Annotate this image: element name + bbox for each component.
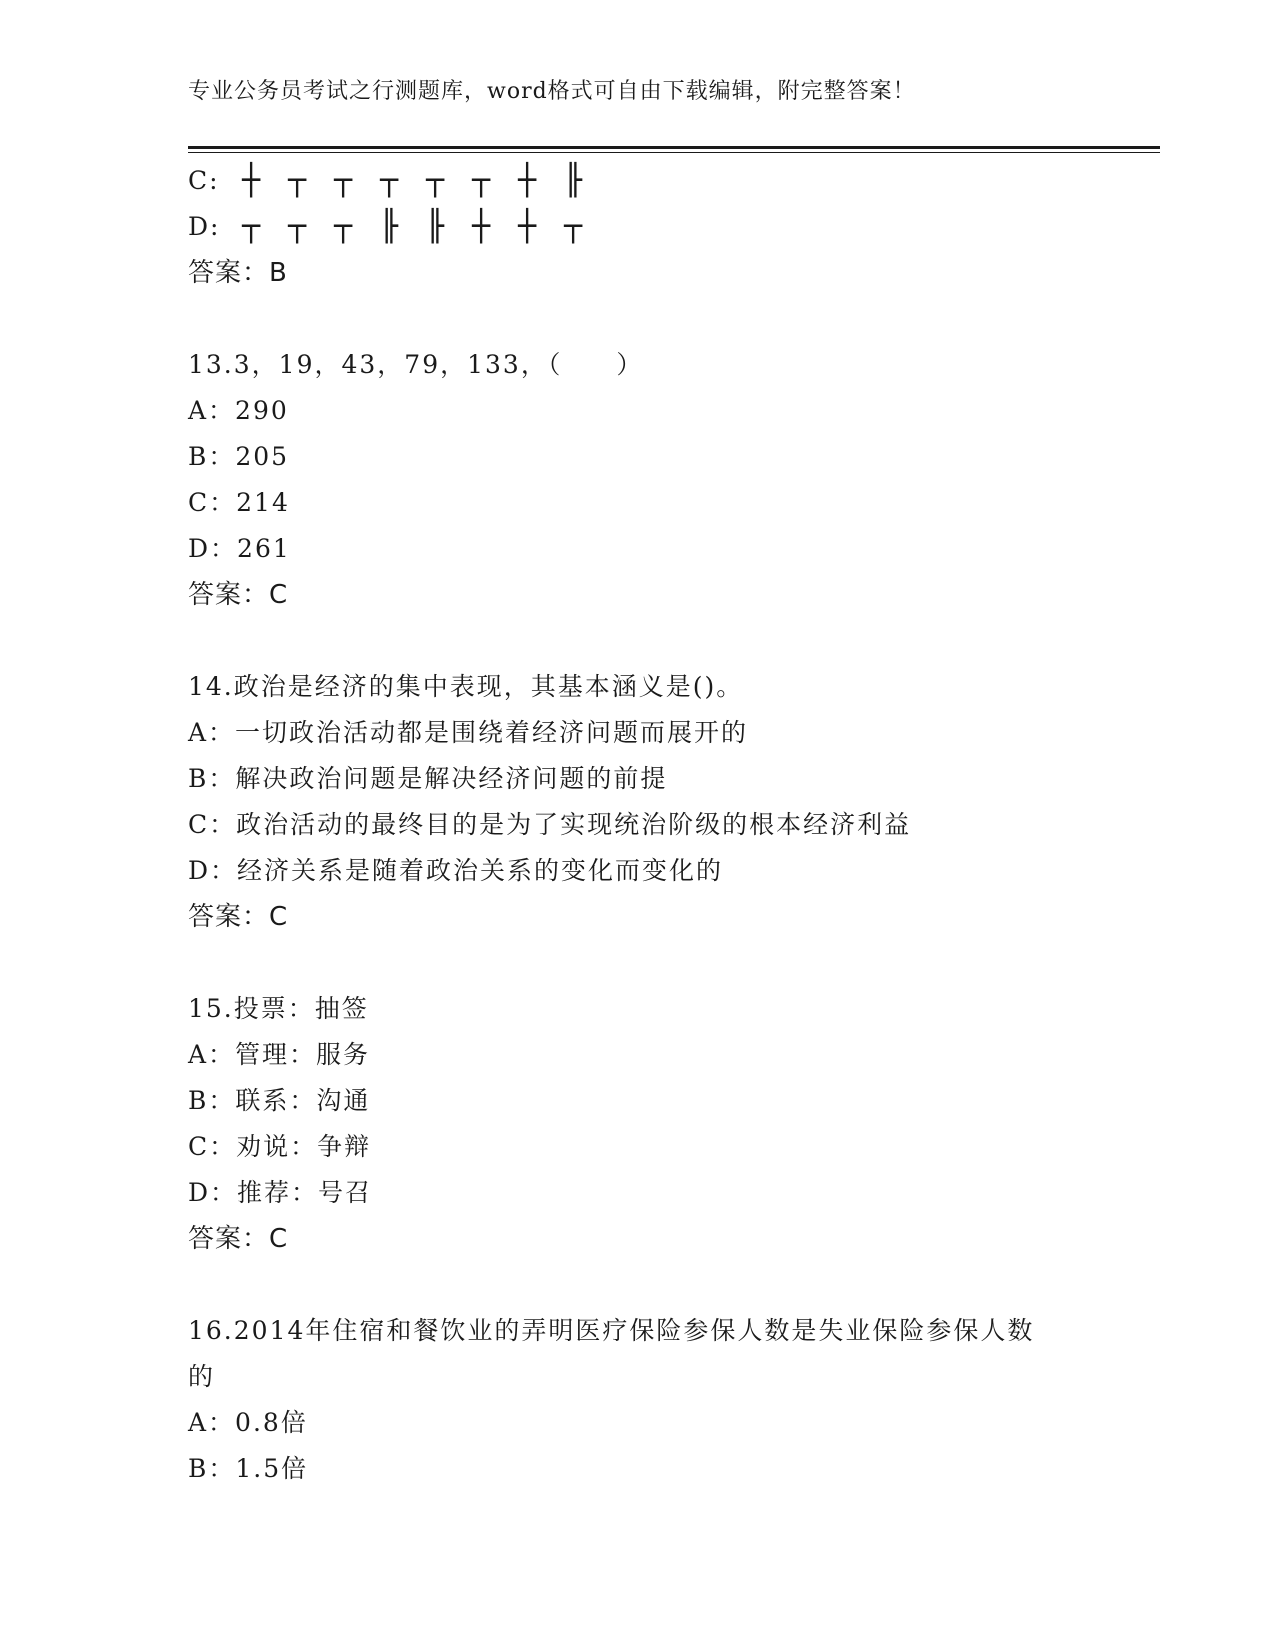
q14-option-b: B：解决政治问题是解决经济问题的前提 [188,764,668,793]
q12-answer: 答案：B [188,258,288,288]
spacer [188,296,1088,342]
q16-option-a: A：0.8倍 [188,1408,308,1437]
q14-option-c: C：政治活动的最终目的是为了实现统治阶级的根本经济利益 [188,810,912,839]
header-rule-thick [188,146,1160,149]
box-symbol: ┬ [333,163,353,198]
q15-question: 15.投票：抽签 [188,994,369,1023]
header-rule-thin [188,152,1160,153]
spacer [188,618,1088,664]
box-symbol: ┼ [517,163,537,198]
box-symbol: ┼ [517,209,537,244]
q15-option-c: C：劝说：争辩 [188,1132,372,1161]
q16-option-b: B：1.5倍 [188,1454,309,1483]
box-symbol: ┬ [333,209,353,244]
q15-option-a: A：管理：服务 [188,1040,371,1069]
question-content [188,158,1088,1492]
option-label: D: [188,212,221,241]
q13-option-b: B：205 [188,442,290,471]
box-symbol: ┬ [563,209,583,244]
q16-question-line-2: 的 [188,1362,216,1391]
box-symbol: ┬ [241,209,261,244]
box-symbol: ╟ [563,163,583,198]
q15-answer: 答案：C [188,1224,289,1254]
box-symbol: ┬ [287,209,307,244]
box-symbol: ╟ [425,209,445,244]
q13-option-a: A：290 [188,396,289,425]
box-symbol: ┬ [425,163,445,198]
q12-option-c [188,158,1088,204]
q12-option-d [188,204,1088,250]
q13-answer: 答案：C [188,580,289,610]
q14-answer: 答案：C [188,902,289,932]
box-symbol: ┼ [241,163,261,198]
q14-option-d: D：经济关系是随着政治关系的变化而变化的 [188,856,724,885]
box-symbol: ╟ [379,209,399,244]
box-symbol: ┬ [471,163,491,198]
q13-option-c: C：214 [188,488,290,517]
option-label: C: [188,166,220,195]
box-symbol: ┬ [287,163,307,198]
box-symbol: ┼ [471,209,491,244]
spacer [188,1262,1088,1308]
q16-question-line-1: 16.2014年住宿和餐饮业的弄明医疗保险参保人数是失业保险参保人数 [188,1316,1035,1345]
spacer [188,940,1088,986]
q13-option-d: D：261 [188,534,291,563]
q14-question: 14.政治是经济的集中表现，其基本涵义是()。 [188,672,744,701]
q15-option-b: B：联系：沟通 [188,1086,371,1115]
q14-option-a: A：一切政治活动都是围绕着经济问题而展开的 [188,718,749,747]
box-symbol: ┬ [379,163,399,198]
q13-question: 13.3，19，43，79，133，（ ） [188,350,644,379]
page-header: 专业公务员考试之行测题库，word格式可自由下载编辑，附完整答案！ [188,79,916,104]
q15-option-d: D：推荐：号召 [188,1178,373,1207]
